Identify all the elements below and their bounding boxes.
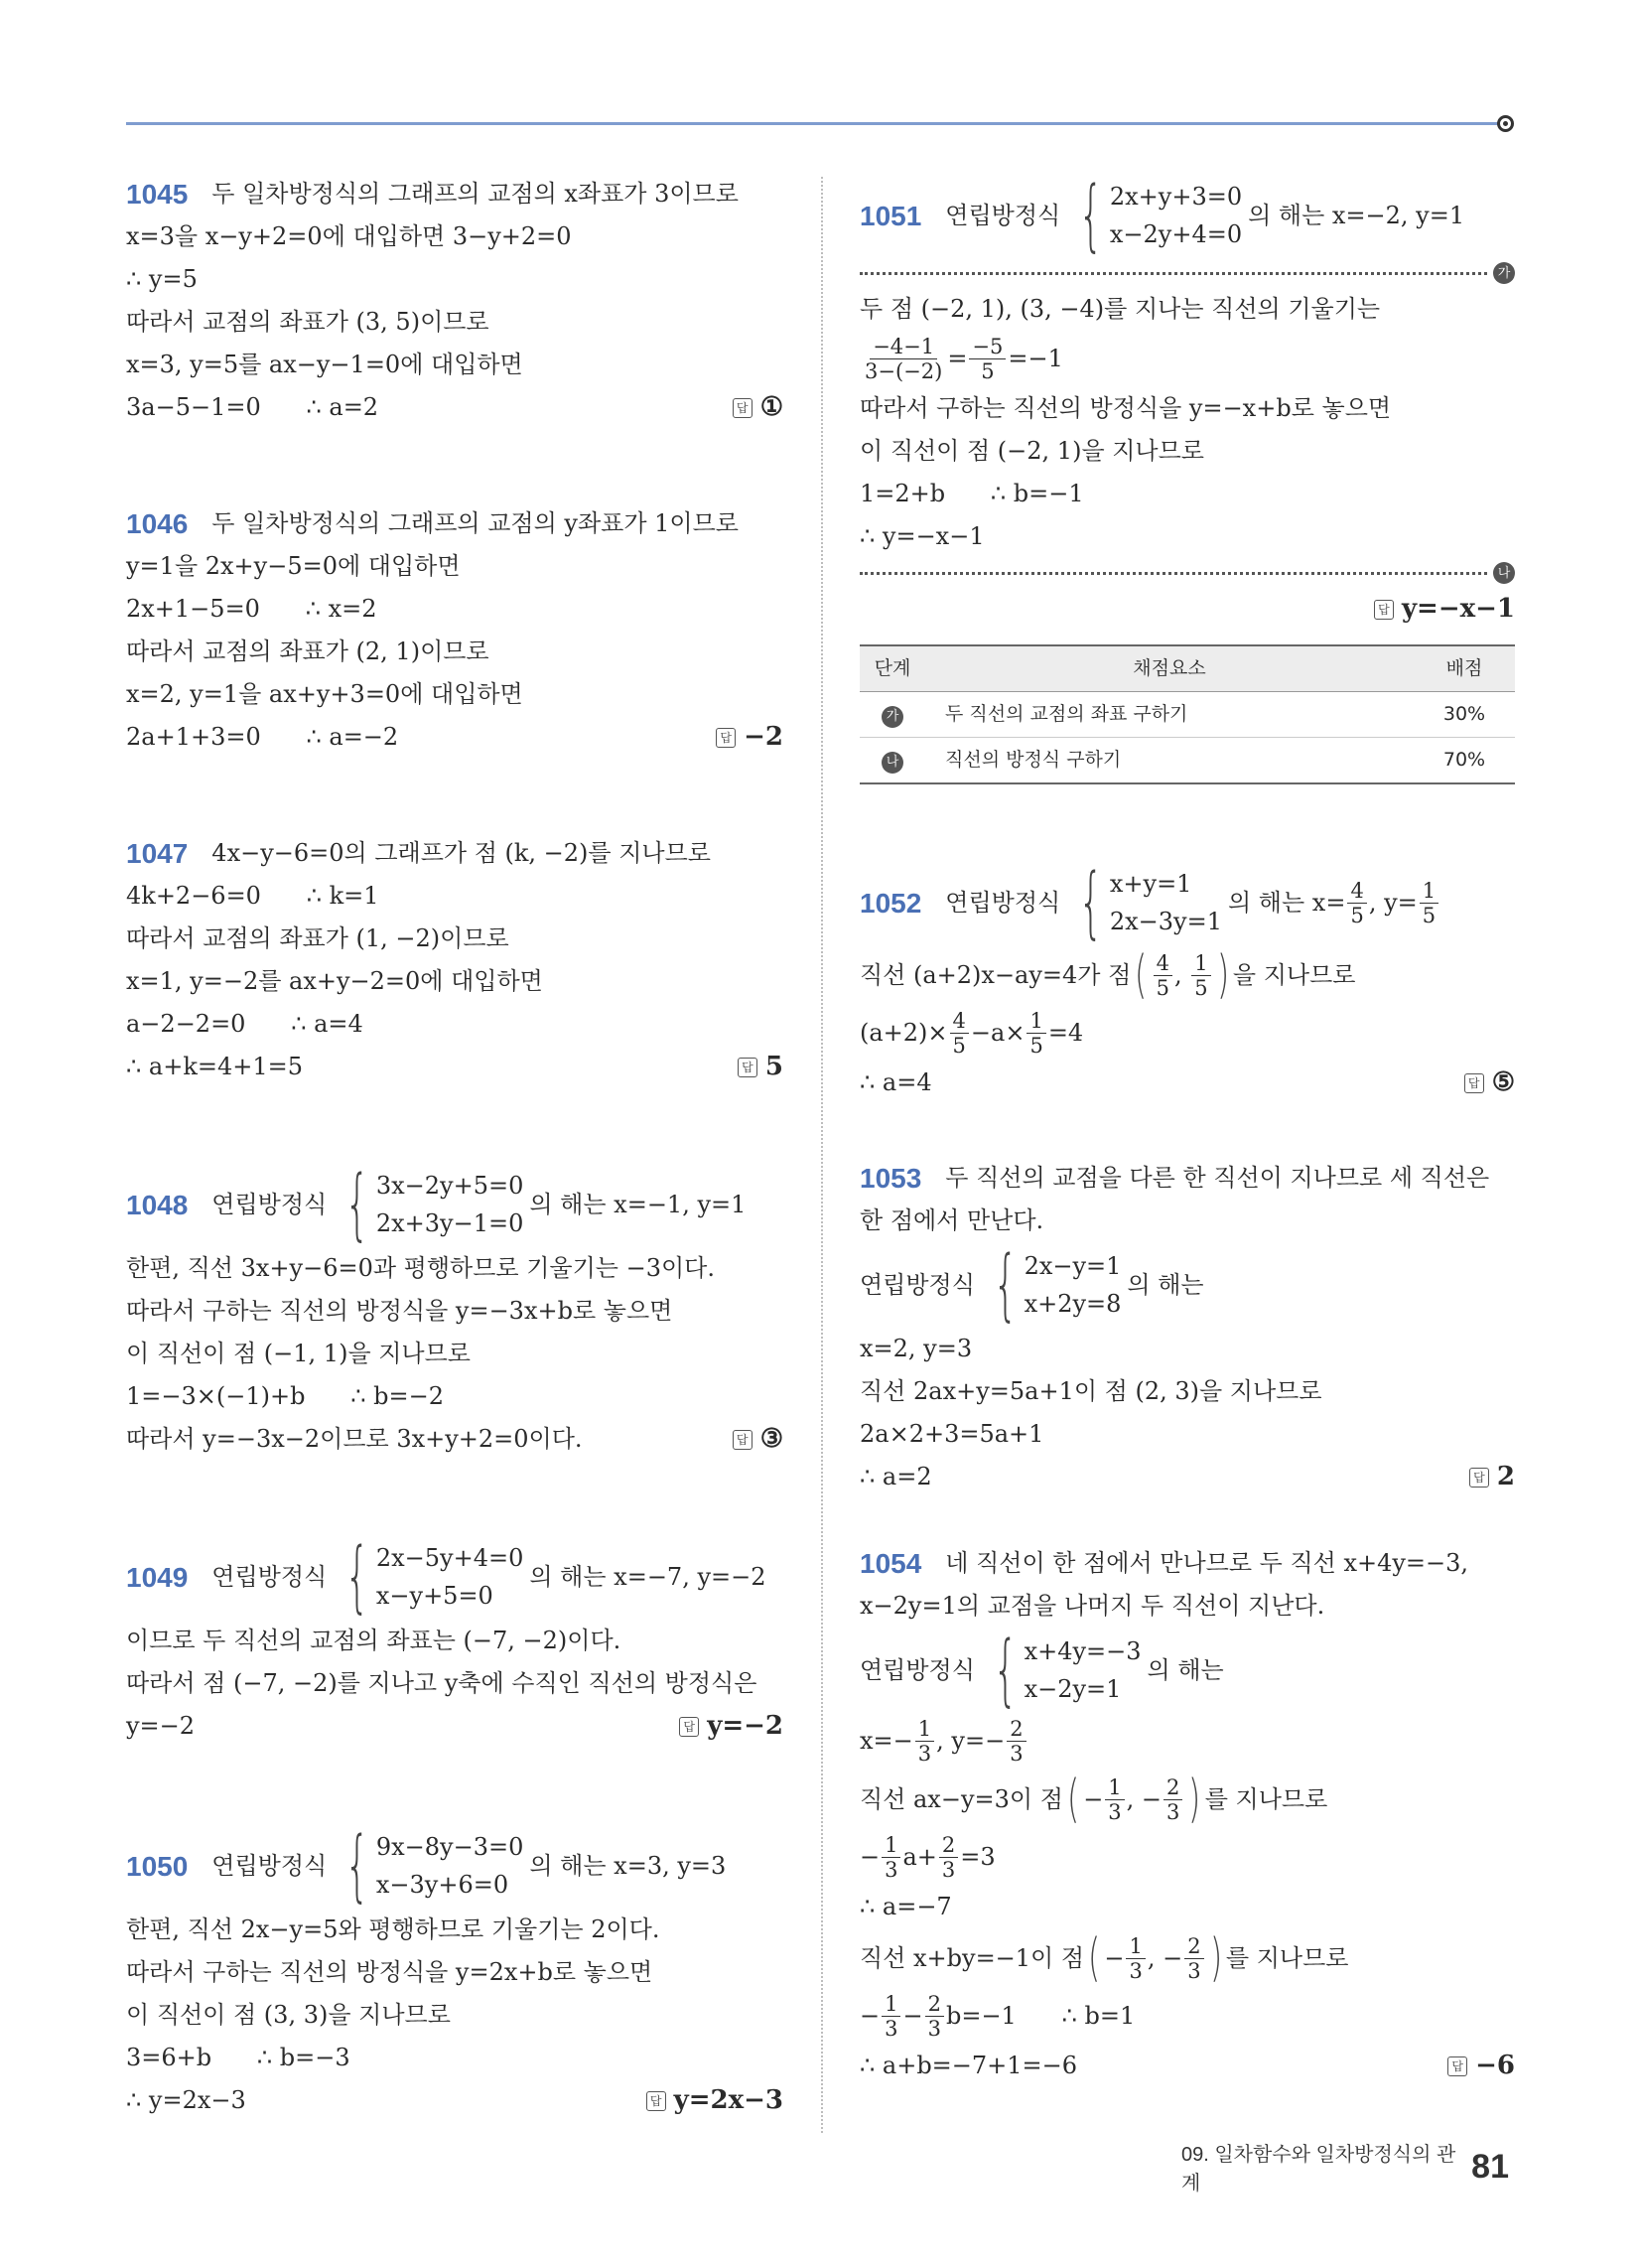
text-line: x=2, y=3 [860,1335,973,1362]
text-line: 3a−5−1=0 ∴ a=2 [126,393,379,421]
table-cell: 30% [1414,692,1515,738]
table-header: 배점 [1414,645,1515,692]
text-intro: 연립방정식 [211,1190,328,1218]
text-op: − [902,2002,923,2030]
step-divider [860,558,1515,588]
answer-value: y=−2 [707,1711,783,1741]
table-row [860,738,1515,784]
table-cell: 두 직선의 교점의 좌표 구하기 [925,692,1414,738]
text-line: y=1을 2x+y−5=0에 대입하면 [126,552,461,580]
text-line: 를 지나므로 [1225,1943,1349,1972]
fraction: $\frac{4}{5}$ [950,1009,969,1058]
fraction: $\frac{2}{3}$ [939,1833,958,1882]
text-line: 한 점에서 만난다. [860,1206,1044,1234]
answer-mark-icon: 답 [733,398,753,418]
text-line: 2a+1+3=0 ∴ a=−2 [126,723,399,751]
problem-1052 [860,860,1515,1104]
text-line: 직선 ax−y=3이 점 [860,1784,1063,1813]
text-line: ∴ a=−7 [860,1893,952,1920]
text-line: ∴ a+b=−7+1=−6 [860,2052,1078,2079]
answer-value: y=−x−1 [1401,594,1515,624]
text-line: a−2−2=0 ∴ a=4 [126,1010,363,1038]
text-line: ∴ a=4 [860,1068,932,1096]
text-line: x−2y=1의 교점을 나머지 두 직선이 지난다. [860,1592,1325,1620]
text-line: 직선 (a+2)x−ay=4가 점 [860,960,1132,989]
text-solution: 의 해는 x= [1227,888,1346,917]
fraction: $\frac{4}{5}$ [1154,951,1172,1000]
text-line: 4k+2−6=0 ∴ k=1 [126,882,379,910]
text-op: , − [1126,1784,1163,1813]
text-solution: 의 해는 x=−7, y=−2 [529,1562,766,1591]
problem-number: 1051 [860,200,922,231]
text-line: 직선 2ax+y=5a+1이 점 (2, 3)을 지나므로 [860,1377,1322,1405]
text-line: x=3을 x−y+2=0에 대입하면 3−y+2=0 [126,222,572,250]
text-op: , − [1147,1943,1183,1972]
equation-system [333,1821,524,1911]
text-line: 1=2+b ∴ b=−1 [860,480,1084,507]
answer-value: y=2x−3 [673,2085,783,2115]
text-line: 두 직선의 교점을 다른 한 직선이 지나므로 세 직선은 [945,1164,1490,1192]
equation: 2x−5y+4=0 [375,1544,524,1572]
answer [646,2079,783,2122]
text-line: 이 직선이 점 (−2, 1)을 지나므로 [860,437,1204,465]
fraction: $\frac{1}{3}$ [882,1833,900,1882]
text-solution: 의 해는 x=3, y=3 [529,1851,727,1880]
problem-number: 1049 [126,1561,189,1593]
fraction: $\frac{1}{3}$ [1126,1934,1145,1983]
fraction: $\frac{4}{5}$ [1347,879,1366,927]
paren-icon: ( [1088,1928,1101,1988]
step-divider [860,258,1515,288]
text-line: 따라서 구하는 직선의 방정식을 y=2x+b로 놓으면 [126,1958,653,1986]
text-line: ∴ y=5 [126,265,198,293]
equation: 9x−8y−3=0 [375,1833,524,1861]
text-line: ∴ y=−x−1 [860,522,985,550]
problem-number: 1047 [126,838,189,869]
answer [1469,1456,1515,1498]
text-line: y=−2 [126,1712,196,1740]
text-intro: 연립방정식 [211,1562,328,1591]
table-cell: 직선의 방정식 구하기 [925,738,1414,784]
fraction: $\frac{2}{3}$ [1184,1934,1203,1983]
paren-icon: ) [1209,1928,1222,1988]
problem-1046 [126,502,783,759]
text-op: − [860,2002,881,2030]
text-op: x=− [860,1727,913,1755]
problem-1047 [126,832,783,1088]
answer [733,386,783,429]
text-line: 따라서 점 (−7, −2)를 지나고 y축에 수직인 직선의 방정식은 [126,1669,757,1697]
answer-value: 2 [1496,1462,1515,1491]
text-op: a+ [902,1843,937,1871]
problem-number: 1050 [126,1850,189,1882]
problem-number: 1052 [860,887,922,919]
equation-system [1066,171,1243,260]
text-line: 이 직선이 점 (3, 3)을 지나므로 [126,2001,451,2029]
text-line: x=1, y=−2를 ax+y−2=0에 대입하면 [126,967,543,995]
text-intro: 연립방정식 [860,1270,975,1299]
text-line: 두 일차방정식의 그래프의 교점의 x좌표가 3이므로 [211,180,739,208]
problem-number: 1054 [860,1548,922,1579]
text-line: 따라서 구하는 직선의 방정식을 y=−x+b로 놓으면 [860,394,1392,422]
brace-icon: { [344,1160,370,1249]
answer-value: 5 [764,1052,783,1081]
answer-value: ① [759,392,783,422]
text-op: − [1104,1943,1125,1972]
answer-mark-icon: 답 [1447,2056,1467,2076]
fraction: $\frac{1}{5}$ [1420,879,1438,927]
text-line: 한편, 직선 2x−y=5와 평행하므로 기울기는 2이다. [126,1915,660,1943]
equation: x−2y=1 [1024,1675,1122,1703]
text-op: =3 [960,1843,996,1871]
equation: 2x+y+3=0 [1109,183,1243,211]
answer-value: ⑤ [1491,1067,1515,1097]
equation: x−3y+6=0 [375,1871,509,1899]
text-op: , [1173,960,1190,989]
answer [1374,588,1515,631]
equation: 2x−y=1 [1024,1252,1122,1280]
answer-value: ③ [759,1424,783,1454]
text-line: ∴ a+k=4+1=5 [126,1053,303,1080]
page-footer [1181,2138,1509,2196]
answer-mark-icon: 답 [1469,1468,1489,1488]
text-line: 따라서 y=−3x−2이므로 3x+y+2=0이다. [126,1425,583,1453]
fraction: $\frac{-5}{5}$ [969,335,1006,383]
answer [716,716,783,759]
text-op: − [860,1843,881,1871]
step1-icon: 가 [882,706,903,728]
text-op: = [947,345,968,372]
fraction: $\frac{-4-1}{3-(-2)}$ [865,335,943,383]
text-line: ∴ y=2x−3 [126,2086,246,2114]
top-rule [126,122,1504,125]
column-divider [821,177,823,2133]
chapter-title: 09. 일차함수와 일차방정식의 관계 [1181,2144,1456,2195]
fraction: $\frac{1}{3}$ [1105,1775,1124,1824]
answer-mark-icon: 답 [1464,1073,1484,1093]
answer-mark-icon: 답 [1374,600,1394,620]
equation: 3x−2y+5=0 [375,1172,524,1200]
text-line: 이 직선이 점 (−1, 1)을 지나므로 [126,1340,471,1367]
equation-system [1066,858,1222,947]
text-solution: 의 해는 x=−2, y=1 [1248,201,1465,229]
problem-1049 [126,1534,783,1748]
text-line: 을 지나므로 [1232,960,1356,989]
table-cell: 70% [1414,738,1515,784]
brace-icon: { [344,1532,370,1622]
brace-icon: { [344,1821,370,1911]
text-line: 2x+1−5=0 ∴ x=2 [126,595,377,623]
text-line: 따라서 교점의 좌표가 (1, −2)이므로 [126,924,509,952]
brace-icon: { [1078,858,1104,947]
brace-icon: { [1078,171,1104,260]
text-solution: 의 해는 [1127,1270,1204,1299]
text-line: x=3, y=5를 ax−y−1=0에 대입하면 [126,351,523,378]
answer [1464,1062,1515,1104]
text-line: 2a×2+3=5a+1 [860,1420,1044,1448]
equation-system [333,1160,524,1249]
problem-1050 [126,1823,783,2122]
text-line: x=2, y=1을 ax+y+3=0에 대입하면 [126,680,523,708]
text-op: , y=− [936,1727,1006,1755]
problem-number: 1053 [860,1163,922,1194]
text-line: 이므로 두 직선의 교점의 좌표는 (−7, −2)이다. [126,1627,621,1654]
answer [733,1418,783,1461]
answer [1447,2045,1515,2087]
paren-icon: ) [1216,945,1229,1005]
text-op: − [1083,1784,1104,1813]
text-op: b=−1 ∴ b=1 [945,2002,1136,2030]
text-op: =−1 [1008,345,1063,372]
problem-1054 [860,1542,1515,2087]
answer-mark-icon: 답 [646,2091,666,2111]
text-intro: 연립방정식 [860,1655,975,1684]
table-header: 채점요소 [925,645,1414,692]
text-line: 두 일차방정식의 그래프의 교점의 y좌표가 1이므로 [211,509,739,537]
problem-1045 [126,173,783,429]
equation: x+2y=8 [1024,1290,1122,1318]
step2-icon: 나 [882,752,903,774]
equation: x+4y=−3 [1024,1637,1142,1665]
equation: 2x+3y−1=0 [375,1209,524,1237]
problem-number: 1045 [126,179,189,210]
step2-icon: 나 [1493,562,1515,584]
text-line: 4x−y−6=0의 그래프가 점 (k, −2)를 지나므로 [211,839,711,867]
text-line: 두 점 (−2, 1), (3, −4)를 지나는 직선의 기울기는 [860,295,1381,323]
slope-calc [860,331,1515,387]
brace-icon: { [993,1626,1019,1715]
answer [738,1046,783,1088]
fraction: $\frac{1}{3}$ [882,1992,900,2041]
table-header: 단계 [860,645,925,692]
fraction: $\frac{2}{3}$ [1163,1775,1182,1824]
answer-mark-icon: 답 [716,728,736,748]
text-intro: 연립방정식 [945,888,1061,917]
answer-value: −6 [1475,2051,1515,2080]
fraction: $\frac{1}{5}$ [1191,951,1210,1000]
text-line: 1=−3×(−1)+b ∴ b=−2 [126,1382,444,1410]
text-line: 따라서 교점의 좌표가 (2, 1)이므로 [126,638,489,665]
top-rule-dot-icon [1497,115,1514,132]
equation: x+y=1 [1109,870,1192,898]
text-line: 를 지나므로 [1204,1784,1328,1813]
text-line: 한편, 직선 3x+y−6=0과 평행하므로 기울기는 −3이다. [126,1254,715,1282]
paren-icon: ( [1135,945,1148,1005]
problem-1051 [860,173,1515,784]
step1-icon: 가 [1493,262,1515,284]
brace-icon: { [993,1240,1019,1330]
text-solution: 의 해는 x=−1, y=1 [529,1190,747,1218]
problem-1048 [126,1162,783,1461]
equation: 2x−3y=1 [1109,908,1222,935]
fraction: $\frac{1}{3}$ [915,1717,934,1766]
text-line: 네 직선이 한 점에서 만나므로 두 직선 x+4y=−3, [945,1549,1469,1577]
fraction: $\frac{1}{5}$ [1026,1009,1045,1058]
answer-mark-icon: 답 [679,1717,699,1737]
table-row [860,692,1515,738]
equation-system [981,1240,1122,1330]
text-solution: , y= [1368,888,1418,917]
problem-1053 [860,1157,1515,1498]
text-line: 따라서 교점의 좌표가 (3, 5)이므로 [126,308,489,336]
fraction: $\frac{2}{3}$ [925,1992,944,2041]
fraction: $\frac{2}{3}$ [1007,1717,1026,1766]
problem-number: 1048 [126,1189,189,1220]
text-line: 따라서 구하는 직선의 방정식을 y=−3x+b로 놓으면 [126,1297,673,1325]
equation: x−y+5=0 [375,1582,493,1610]
paren-icon: ( [1066,1770,1080,1829]
score-table [860,644,1515,784]
text-intro: 연립방정식 [211,1851,328,1880]
equation-system [981,1626,1142,1715]
answer [679,1705,783,1748]
equation: x−2y+4=0 [1109,220,1243,248]
equation-system [333,1532,524,1622]
answer-mark-icon: 답 [738,1058,757,1077]
text-intro: 연립방정식 [945,201,1061,229]
page-number: 81 [1471,2147,1509,2186]
text-solution: 의 해는 [1147,1655,1224,1684]
text-op: (a+2)× [860,1019,948,1047]
text-op: =4 [1047,1019,1084,1047]
answer-mark-icon: 답 [733,1430,753,1450]
text-line: 직선 x+by=−1이 점 [860,1943,1085,1972]
text-line: ∴ a=2 [860,1463,932,1490]
answer-value: −2 [744,722,783,752]
text-op: −a× [970,1019,1026,1047]
text-line: 3=6+b ∴ b=−3 [126,2044,350,2071]
problem-number: 1046 [126,508,189,539]
paren-icon: ) [1188,1770,1201,1829]
